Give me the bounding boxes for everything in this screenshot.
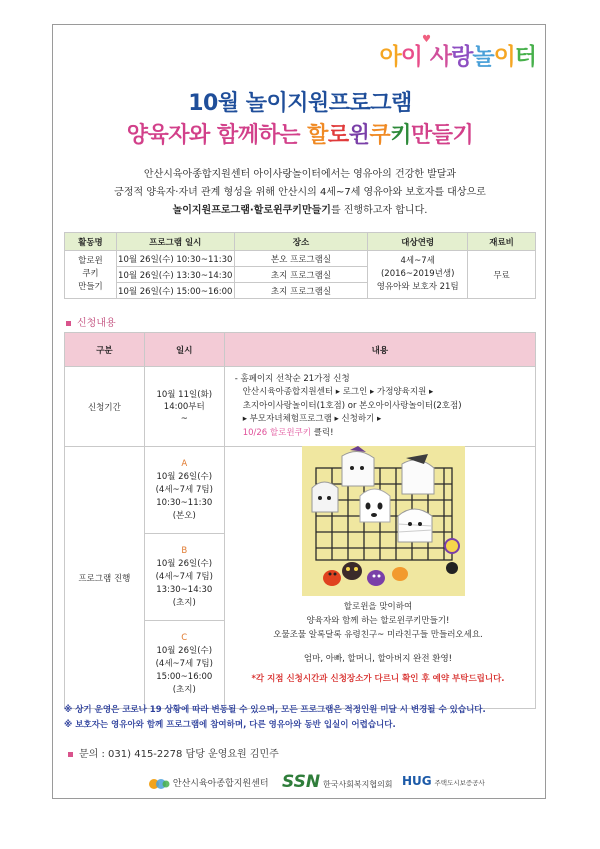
session-a: A 10월 26일(수) (4세~7세 7팀) 10:30~11:30 (본오) <box>144 447 224 534</box>
apply-link[interactable]: 10/26 할로윈쿠키 <box>242 427 311 438</box>
schedule-header: 재료비 <box>468 233 536 251</box>
details-header: 일시 <box>144 333 224 367</box>
notice-item: ※ 보호자는 영유아와 함께 프로그램에 참여하며, 다른 영유아와 동반 입실이 어렵습니다. <box>64 720 396 730</box>
hug-logo: HUG 주택도시보증공사 <box>402 774 485 788</box>
schedule-header: 장소 <box>234 233 368 251</box>
ansan-center-logo: 안산시육아종합지원센터 <box>148 776 269 791</box>
schedule-header: 활동명 <box>65 233 117 251</box>
target-age: 4세~7세 (2016~2019년생) 영유아와 보호자 21팀 <box>368 251 468 299</box>
heart-icon: ♥ <box>421 34 430 45</box>
session-b: B 10월 26일(수) (4세~7세 7팀) 13:30~14:30 (초지) <box>144 534 224 621</box>
reservation-note: *각 지점 신청시간과 신청장소가 다르니 확인 후 예약 부탁드립니다. <box>251 674 505 684</box>
halloween-cookie-photo <box>302 446 465 596</box>
schedule-place: 본오 프로그램실 <box>234 251 368 267</box>
fee: 무료 <box>468 251 536 299</box>
bullet-square-icon <box>66 321 71 326</box>
schedule-header: 프로그램 일시 <box>116 233 234 251</box>
ansan-center-icon <box>148 777 170 791</box>
schedule-place: 초지 프로그램실 <box>234 283 368 299</box>
logo-char: 놀 <box>472 44 494 70</box>
schedule-time: 10월 26일(수) 13:30~14:30 <box>116 267 234 283</box>
schedule-time: 10월 26일(수) 15:00~16:00 <box>116 283 234 299</box>
apply-content: - 홈페이지 선착순 21가정 신청 안산시육아종합지원센터 ▸ 로그인 ▸ 가정양육지원 ▸ 초지아이사랑놀이터(1호점) or 본오아이사랑놀이터(2호점) ▸ 부모자녀체험프로그램 ▸ 신청하기 ▸ 10/26 할로윈쿠키 클릭! <box>224 367 535 447</box>
notice-list <box>64 703 486 733</box>
logo-char: 이 <box>400 44 422 70</box>
logo-char: 이 <box>493 44 515 70</box>
program-label: 프로그램 진행 <box>65 447 145 709</box>
contact-info: 문의 : 031) 415-2278 담당 운영요원 김민주 <box>68 745 279 760</box>
sponsor-footer <box>0 772 600 794</box>
details-header: 구분 <box>65 333 145 367</box>
logo-char: 아 <box>379 44 401 70</box>
apply-date: 10월 11일(화) 14:00부터 ~ <box>144 367 224 447</box>
activity-name: 할로윈 쿠키 만들기 <box>65 251 117 299</box>
schedule-header: 대상연령 <box>368 233 468 251</box>
page-subtitle: 양육자와 함께하는 할로윈쿠키만들기 <box>126 123 474 148</box>
logo-char: 사 <box>429 44 452 70</box>
cookie-illustration <box>302 446 465 596</box>
schedule-table <box>64 232 536 299</box>
ssn-logo: SSN 한국사회복지협의회 <box>282 772 393 792</box>
details-header: 내용 <box>224 333 535 367</box>
logo-char: 터 <box>514 44 536 70</box>
schedule-place: 초지 프로그램실 <box>234 267 368 283</box>
schedule-time: 10월 26일(수) 10:30~11:30 <box>116 251 234 267</box>
bullet-square-icon <box>68 752 73 757</box>
program-description: 할로윈을 맞이하여 양육자와 함께 하는 할로윈쿠키만들기! 오물조물 알록달록 유령친구~ 미라친구들 만들러오세요. 엄마, 아빠, 할머니, 할아버지 완전 환영! <box>273 602 483 664</box>
intro-text: 안산시육아종합지원센터 아이사랑놀이터에서는 영유아의 건강한 발달과 긍정적 양육자·자녀 관계 형성을 위해 안산시의 4세~7세 영유아와 보호자를 대상으로 놀이지원프로그램·할로윈쿠키만들기를 진행하고자 합니다. <box>114 169 486 216</box>
notice-item: ※ 상기 운영은 코로나 19 상황에 따라 변동될 수 있으며, 모든 프로그램은 적정인원 미달 시 변경될 수 있습니다. <box>64 705 486 715</box>
page-title: 10월 놀이지원프로그램 <box>188 91 412 116</box>
session-c: C 10월 26일(수) (4세~7세 7팀) 15:00~16:00 (초지) <box>144 621 224 709</box>
apply-label: 신청기간 <box>65 367 145 447</box>
logo-char: 랑 <box>451 44 473 70</box>
aisarang-logo <box>379 34 537 71</box>
section-title: 신청내용 <box>66 314 116 329</box>
